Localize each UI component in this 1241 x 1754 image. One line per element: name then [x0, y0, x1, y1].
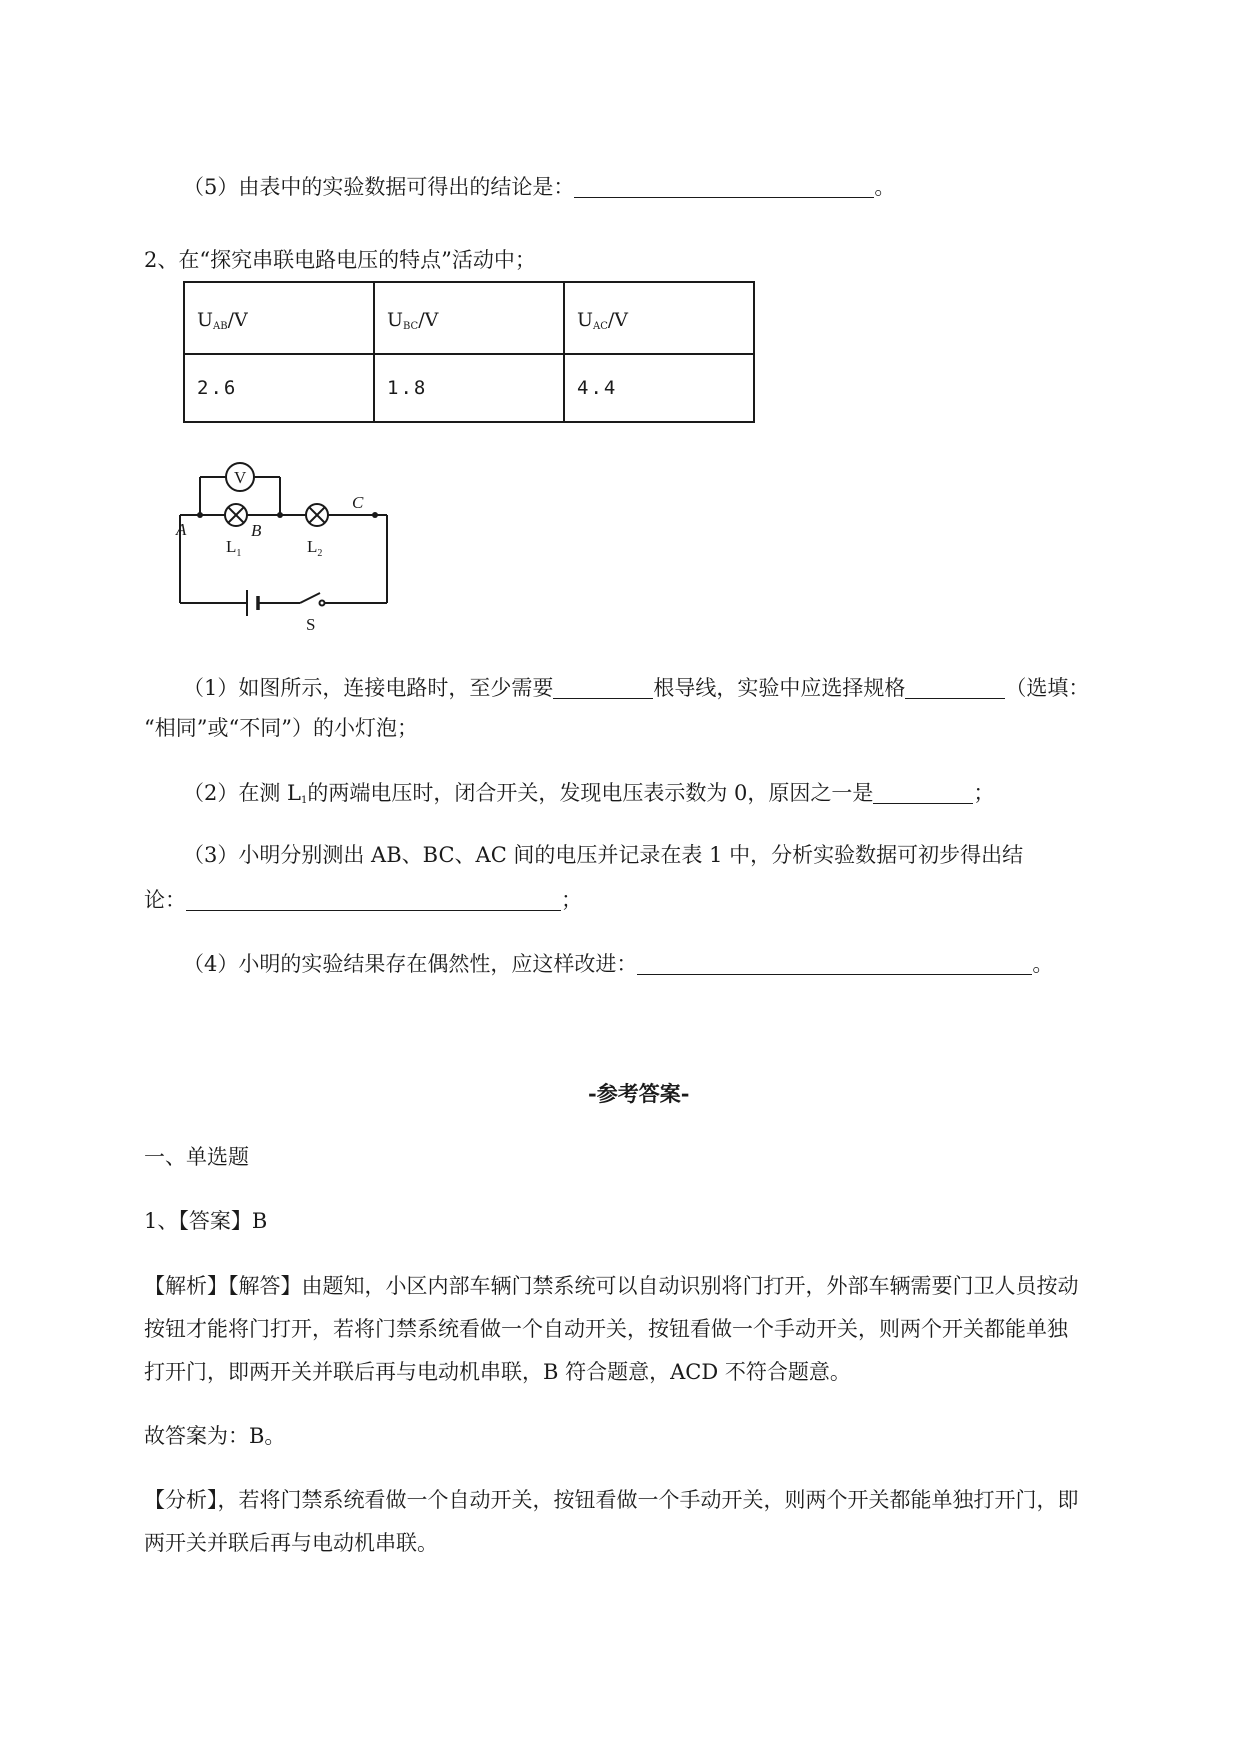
fenxi-line-2: 两开关并联后再与电动机串联。 — [144, 1531, 438, 1555]
q2-part3-line2: 论： ； — [144, 888, 582, 912]
lamp-l1-label: $L_1$ — [226, 537, 242, 559]
conclusion-blank[interactable] — [186, 888, 561, 911]
reason-blank[interactable] — [873, 781, 973, 804]
analysis-line-3: 打开门，即两开关并联后再与电动机串联，B 符合题意，ACD 不符合题意。 — [144, 1360, 851, 1384]
analysis-line-1: 【解析】【解答】由题知，小区内部车辆门禁系统可以自动识别将门打开，外部车辆需要门卫人员按动 — [144, 1274, 1079, 1298]
header-uab: $U_{AB}/V$ — [184, 282, 374, 354]
q2-part2: （2）在测 $L_1$的两端电压时，闭合开关，发现电压表示数为 0，原因之一是 ； — [183, 781, 995, 806]
answer-1: 1、【答案】B — [144, 1209, 268, 1233]
point-b-label: B — [251, 521, 262, 540]
q2-part3-line1: （3）小明分别测出 AB、BC、AC 间的电压并记录在表 1 中，分析实验数据可初步得出结 — [183, 843, 1024, 867]
value-uac: 4.4 — [564, 354, 754, 422]
voltage-table — [183, 281, 755, 423]
improvement-blank[interactable] — [637, 952, 1032, 975]
lamp-l2-label: $L_2$ — [307, 537, 323, 559]
voltmeter-label: V — [234, 468, 247, 487]
q2-part4: （4）小明的实验结果存在偶然性，应这样改进： 。 — [183, 952, 1054, 976]
q2-part1-line2: “相同”或“不同”）的小灯泡； — [144, 716, 418, 740]
wire-count-blank[interactable] — [553, 676, 653, 699]
point-a-label: A — [176, 520, 187, 539]
q5-line — [183, 175, 895, 198]
q2-part1-line1: （1）如图所示，连接电路时，至少需要 根导线，实验中应选择规格 （选填： — [183, 676, 1090, 700]
q2-title: 2、在“探究串联电路电压的特点”活动中； — [144, 248, 536, 272]
q5-end: 。 — [874, 175, 896, 199]
switch-label: S — [306, 615, 316, 634]
point-c-label: C — [352, 493, 364, 512]
answer-heading: -参考答案- — [588, 1081, 690, 1106]
final-answer: 故答案为：B。 — [144, 1424, 286, 1448]
q5-answer-blank[interactable] — [574, 175, 874, 198]
table-row — [184, 354, 754, 422]
header-uac: $U_{AC}/V$ — [564, 282, 754, 354]
fenxi-line-1: 【分析】，若将门禁系统看做一个自动开关，按钮看做一个手动开关，则两个开关都能单独打开门，即 — [144, 1488, 1079, 1512]
bulb-spec-blank[interactable] — [905, 676, 1005, 699]
q5-text: （5）由表中的实验数据可得出的结论是： — [183, 175, 575, 199]
analysis-line-2: 按钮才能将门打开，若将门禁系统看做一个自动开关，按钮看做一个手动开关，则两个开关都能单独 — [144, 1317, 1068, 1341]
circuit-diagram — [170, 450, 430, 640]
switch-icon — [300, 593, 320, 603]
value-ubc: 1.8 — [374, 354, 564, 422]
section-heading: 一、单选题 — [144, 1145, 249, 1169]
value-uab: 2.6 — [184, 354, 374, 422]
header-ubc: $U_{BC}/V$ — [374, 282, 564, 354]
table-header-row — [184, 282, 754, 354]
